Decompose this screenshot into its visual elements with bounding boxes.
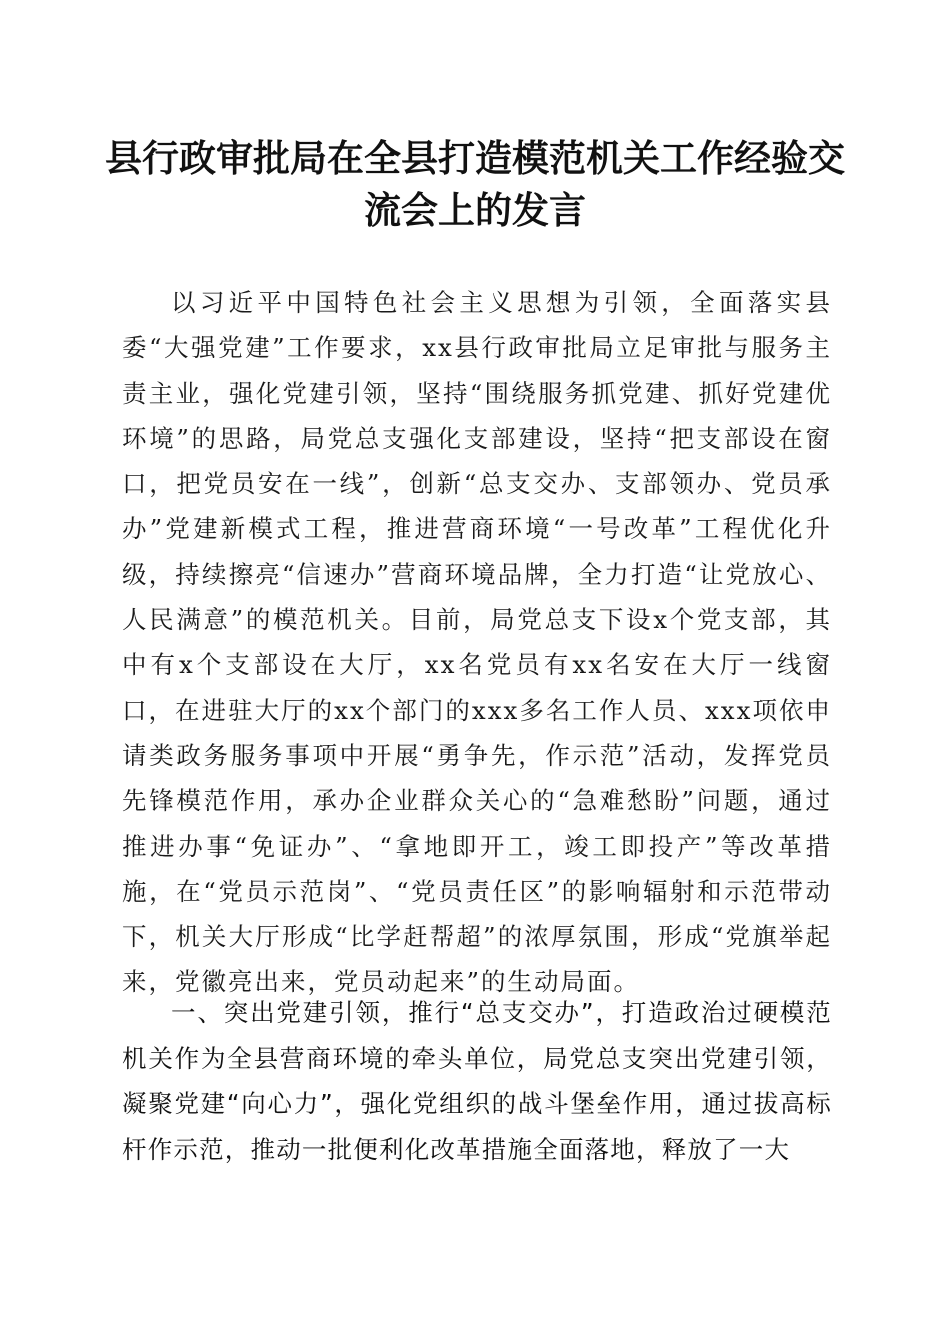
section-one-paragraph: 一、突出党建引领，推行“总支交办”，打造政治过硬模范机关作为全县营商环境的牵头单位，局党总支突出党建引领，凝聚党建“向心力”，强化党组织的战斗堡垒作用，通过拔高标杆作示范，推动一批便利化改革措施全面落地，释放了一大 [122, 998, 832, 1164]
intro-paragraph: 以习近平中国特色社会主义思想为引领，全面落实县委“大强党建”工作要求，xx县行政审批局立足审批与服务主责主业，强化党建引领，坚持“围绕服务抓党建、抓好党建优环境”的思路，局党总支强化支部建设，坚持“把支部设在窗口，把党员安在一线”，创新“总支交办、支部领办、党员承办”党建新模式工程，推进营商环境“一号改革”工程优化升级，持续擦亮“信速办”营商环境品牌，全力打造“让党放心、人民满意”的模范机关。目前，局党总支下设x个党支部，其中有x个支部设在大厅，xx名党员有xx名安在大厅一线窗口，在进驻大厅的xx个部门的xxx多名工作人员、xxx项依申请类政务服务事项中开展“勇争先，作示范”活动，发挥党员先锋模范作用，承办企业群众关心的“急难愁盼”问题，通过推进办事“免证办”、“拿地即开工，竣工即投产”等改革措施，在“党员示范岗”、“党员责任区”的影响辐射和示范带动下，机关大厅形成“比学赶帮超”的浓厚氛围，形成“党旗举起来，党徽亮出来，党员动起来”的生动局面。 [122, 288, 832, 997]
document-title [100, 132, 850, 236]
title-line-1: 县行政审批局在全县打造模范机关工作经验交 [105, 136, 845, 180]
title-line-2: 流会上的发言 [364, 188, 586, 232]
